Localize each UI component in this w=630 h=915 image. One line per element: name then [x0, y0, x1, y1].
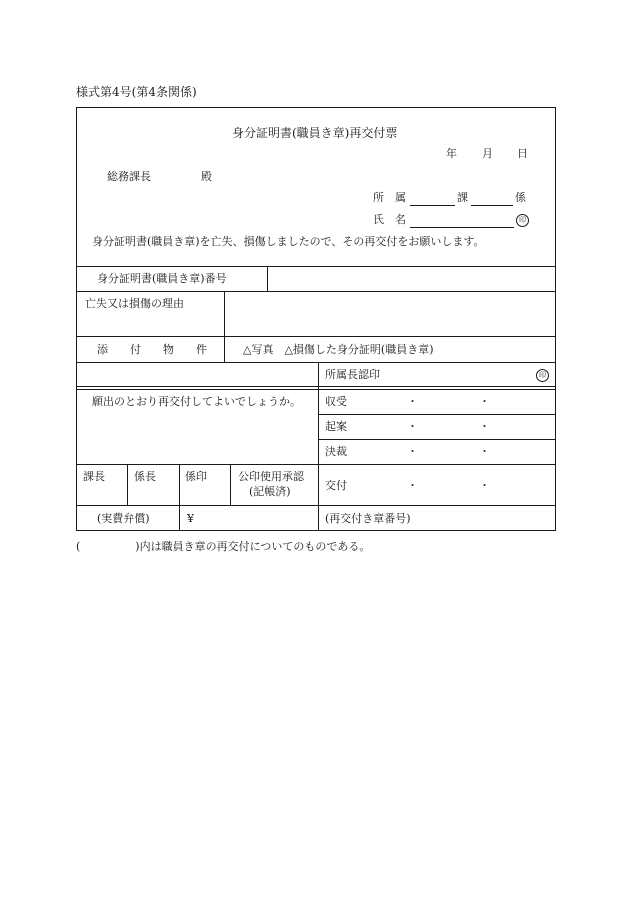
form-number: 様式第4号(第4条関係) — [76, 85, 197, 99]
affiliation-label: 所 属 — [373, 191, 406, 204]
seal-mark: 印 — [516, 213, 529, 227]
yen-sign: ¥ — [187, 512, 194, 525]
role-label: 係長 — [134, 470, 156, 483]
attachment-label: 添 付 物 件 — [97, 343, 207, 356]
divider — [77, 362, 555, 363]
step-dot: ・ — [407, 420, 418, 433]
step-label: 起案 — [325, 420, 347, 433]
divider — [77, 291, 555, 292]
kakari-label: 係 — [515, 191, 526, 204]
reason-label: 亡失又は損傷の理由 — [85, 297, 184, 310]
date-month: 月 — [482, 147, 493, 160]
vdivider — [230, 464, 231, 505]
divider — [318, 439, 555, 440]
dept-underline — [410, 205, 455, 206]
role-label: 係印 — [185, 470, 207, 483]
addressee-honorific: 殿 — [201, 170, 212, 183]
role-label: 課長 — [83, 470, 105, 483]
dept-head-seal: 印 — [536, 368, 549, 382]
addressee-name: 総務課長 — [107, 170, 151, 183]
divider — [77, 464, 555, 465]
step-dot: ・ — [479, 420, 490, 433]
date-year: 年 — [446, 147, 457, 160]
id-number-label: 身分証明書(職員き章)番号 — [97, 272, 227, 285]
step-label: 交付 — [325, 479, 347, 492]
vdivider — [224, 291, 225, 362]
dept-head-label: 所属長認印 — [325, 368, 380, 381]
step-dot: ・ — [479, 445, 490, 458]
seal-use-label: 公印使用承認 — [238, 470, 304, 483]
step-dot: ・ — [479, 395, 490, 408]
reissue-form — [76, 107, 556, 531]
footnote: ( )内は職員き章の再交付についてのものである。 — [76, 540, 371, 553]
divider — [318, 414, 555, 415]
vdivider — [127, 464, 128, 505]
form-title: 身分証明書(職員き章)再交付票 — [232, 126, 398, 140]
divider — [77, 266, 555, 267]
cost-label: (実費弁償) — [97, 512, 150, 525]
vdivider — [267, 266, 268, 291]
reissue-number-label: (再交付き章番号) — [325, 512, 411, 525]
ka-label: 課 — [457, 191, 468, 204]
double-divider — [77, 389, 555, 390]
step-dot: ・ — [479, 479, 490, 492]
step-dot: ・ — [407, 445, 418, 458]
divider — [77, 336, 555, 337]
vdivider — [179, 464, 180, 530]
attachment-value: △写真 △損傷した身分証明(職員き章) — [243, 343, 434, 356]
double-divider — [77, 386, 555, 387]
step-label: 収受 — [325, 395, 347, 408]
request-text: 身分証明書(職員き章)を亡失、損傷しましたので、その再交付をお願いします。 — [92, 235, 485, 248]
name-label: 氏 名 — [373, 213, 406, 226]
seal-use-sub: (記帳済) — [249, 485, 291, 498]
date-day: 日 — [517, 147, 528, 160]
step-dot: ・ — [407, 395, 418, 408]
approval-question: 願出のとおり再交付してよいでしょうか。 — [92, 395, 301, 408]
name-underline — [410, 227, 514, 228]
divider — [77, 505, 555, 506]
section-underline — [471, 205, 513, 206]
step-dot: ・ — [407, 479, 418, 492]
step-label: 決裁 — [325, 445, 347, 458]
vdivider — [318, 362, 319, 530]
